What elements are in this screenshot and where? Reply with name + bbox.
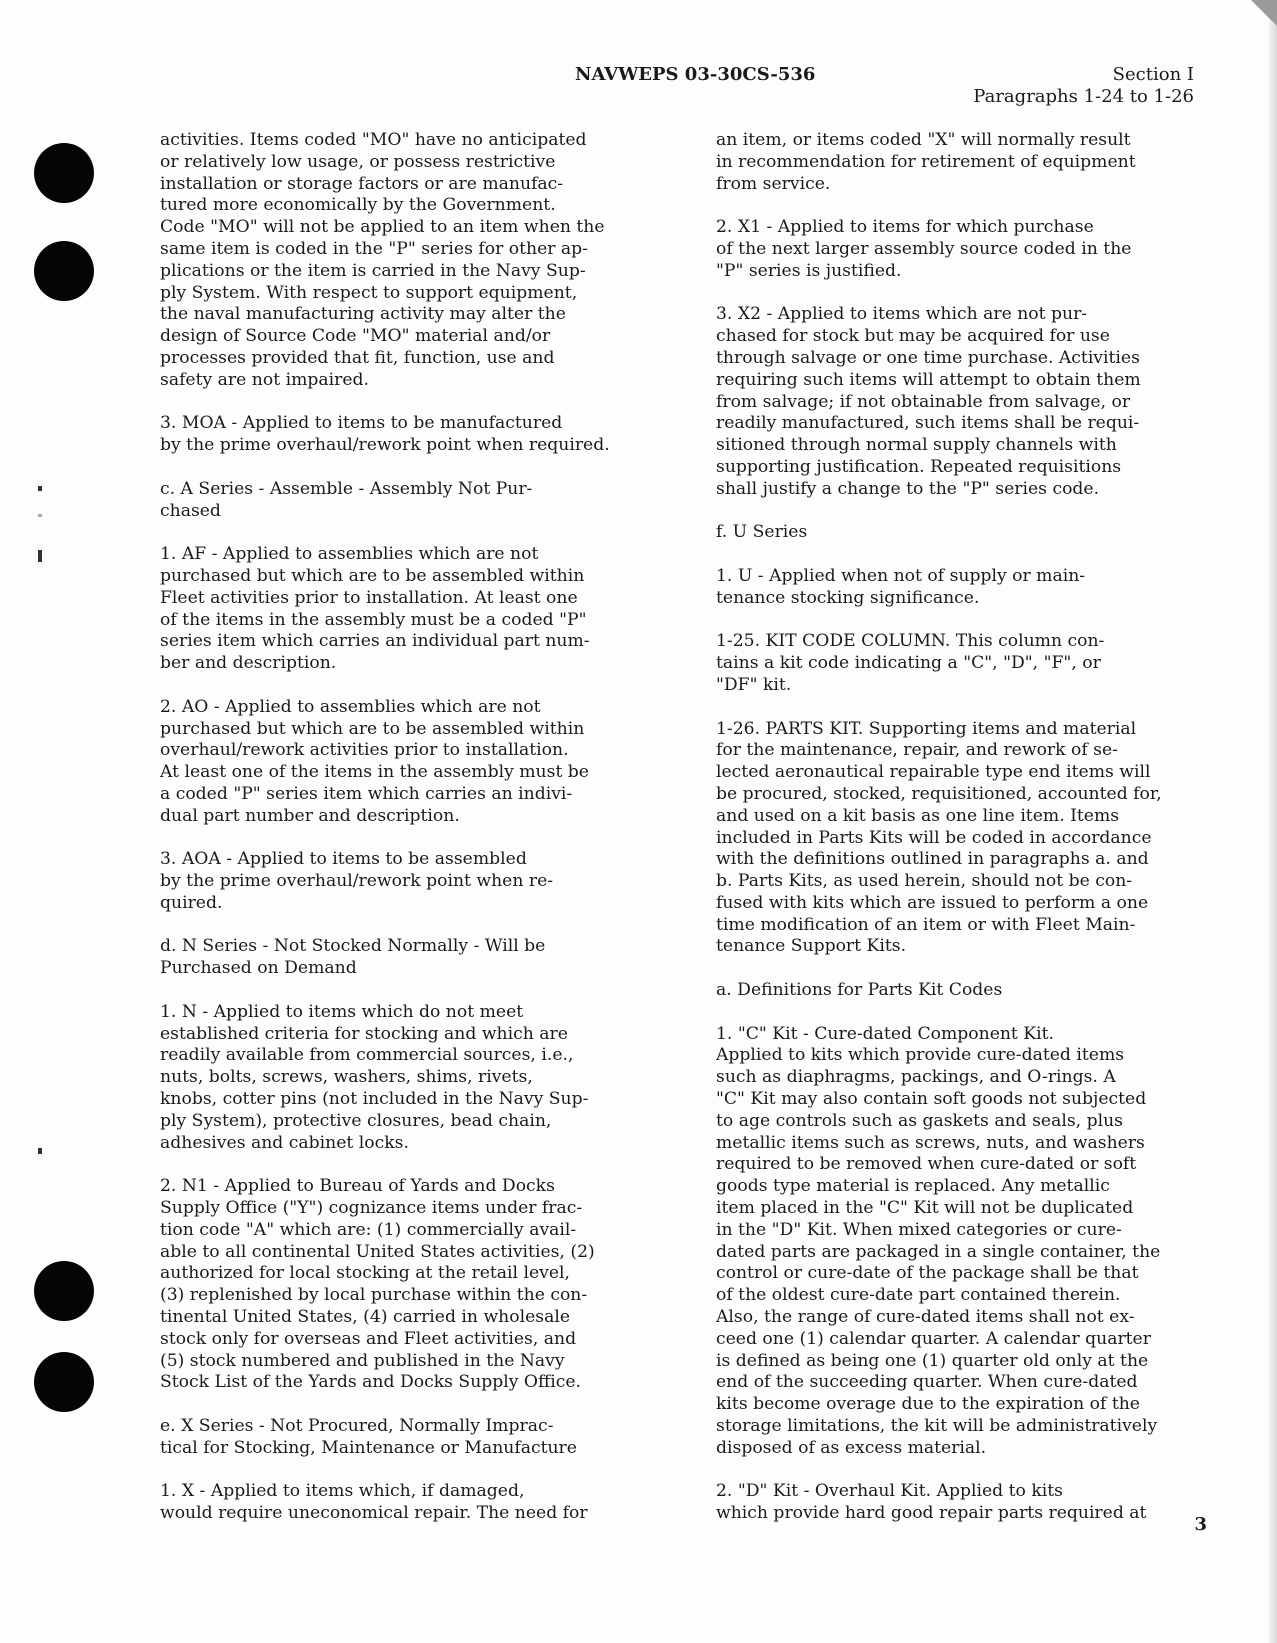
scan-mark bbox=[38, 1148, 42, 1154]
scan-mark bbox=[38, 514, 42, 517]
binder-hole bbox=[34, 1261, 94, 1321]
scan-mark bbox=[38, 550, 42, 562]
paragraph: 3. MOA - Applied to items to be manufactured by the prime overhaul/rework point when required. bbox=[160, 413, 610, 456]
paragraph: 1. U - Applied when not of supply or main- tenance stocking significance. bbox=[716, 565, 1086, 608]
paragraph: 1. X - Applied to items which, if damaged, would require uneconomical repair. The need for bbox=[160, 1481, 588, 1524]
page-edge bbox=[1269, 0, 1277, 1643]
binder-hole bbox=[34, 241, 94, 301]
paragraph: 1-25. KIT CODE COLUMN. This column con- tains a kit code indicating a "C", "D", "F", or "DF" kit. bbox=[716, 631, 1105, 695]
left-column bbox=[160, 130, 652, 1525]
paragraph: 1. N - Applied to items which do not meet established criteria for stocking and which are readily available from commercial sources, i.e., nuts, bolts, screws, washers, shims, rivets, knobs, cotter pins (not included in the Navy Sup- ply System), protective closures, bead chain, adhesives and cabinet locks. bbox=[160, 1001, 589, 1153]
paragraph: 2. "D" Kit - Overhaul Kit. Applied to kits which provide hard good repair parts required at bbox=[716, 1481, 1147, 1524]
paragraph: e. X Series - Not Procured, Normally Imprac- tical for Stocking, Maintenance or Manufacture bbox=[160, 1416, 577, 1458]
paragraph: 2. AO - Applied to assemblies which are not purchased but which are to be assembled within overhaul/rework activities prior to installation. At least one of the items in the assembly must be a coded "P" series item which carries an indivi- dual part number and description. bbox=[160, 696, 589, 826]
binder-hole bbox=[34, 1352, 94, 1412]
paragraph: activities. Items coded "MO" have no anticipated or relatively low usage, or possess restrictive installation or storage factors or are manufac- tured more economically by the Government. Code "MO" will not be applied to an item when the same item is coded in the "P" series for other ap- plications or the item is carried in the Navy Sup- ply System. With respect to support equipment, the naval manufacturing activity may alter the design of Source Code "MO" material and/or processes provided that fit, function, use and safety are not impaired. bbox=[160, 130, 605, 390]
paragraph: 1. "C" Kit - Cure-dated Component Kit. Applied to kits which provide cure-dated items such as diaphragms, packings, and O-rings. A "C" Kit may also contain soft goods not subjected to age controls such as gaskets and seals, plus metallic items such as screws, nuts, and washers required to be removed when cure-dated or soft goods type material is replaced. Any metallic item placed in the "C" Kit will not be duplicated in the "D" Kit. When mixed categories or cure- dated parts are packaged in a single container, the control or cure-date of the package shall be that of the oldest cure-date part contained therein. Also, the range of cure-dated items shall not ex- ceed one (1) calendar quarter. A calendar quarter is defined as being one (1) quarter old only at the end of the succeeding quarter. When cure-dated kits become overage due to the expiration of the storage limitations, the kit will be administratively disposed of as excess material. bbox=[716, 1023, 1161, 1458]
paragraph: d. N Series - Not Stocked Normally - Will be Purchased on Demand bbox=[160, 936, 546, 979]
paragraph: 3. X2 - Applied to items which are not pur- chased for stock but may be acquired for use through salvage or one time purchase. Activities requiring such items will attempt to obtain them from salvage; if not obtainable from salvage, or readily manufactured, such items shall be requi- sitioned through normal supply channels with supporting justification. Repeated requisitions shall justify a change to the "P" series code. bbox=[716, 304, 1141, 499]
paragraph: 1-26. PARTS KIT. Supporting items and material for the maintenance, repair, and rework of se- lected aeronautical repairable type end items will be procured, stocked, requisitioned, accounted for, and used on a kit basis as one line item. Items included in Parts Kits will be coded in accordance with the definitions outlined in paragraphs a. and b. Parts Kits, as used herein, should not be con- fused with kits which are issued to perform a one time modification of an item or with Fleet Main- tenance Support Kits. bbox=[716, 718, 1162, 957]
paragraph-range: Paragraphs 1-24 to 1-26 bbox=[973, 86, 1194, 107]
section-reference bbox=[973, 64, 1194, 108]
paragraph: a. Definitions for Parts Kit Codes bbox=[716, 980, 1003, 1001]
paragraph: f. U Series bbox=[716, 522, 808, 543]
paragraph: 2. X1 - Applied to items for which purchase of the next larger assembly source coded in the "P" series is justified. bbox=[716, 217, 1132, 281]
paragraph: c. A Series - Assemble - Assembly Not Pur- chased bbox=[160, 478, 533, 521]
section-label: Section I bbox=[1112, 64, 1194, 85]
page-number: 3 bbox=[1194, 1514, 1207, 1535]
paragraph: 1. AF - Applied to assemblies which are not purchased but which are to be assembled within Fleet activities prior to installation. At least one of the items in the assembly must be a coded "P" series item which carries an individual part num- ber and description. bbox=[160, 544, 590, 674]
paragraph: 3. AOA - Applied to items to be assembled by the prime overhaul/rework point when re- quired. bbox=[160, 849, 554, 913]
page-corner bbox=[1251, 0, 1277, 26]
paragraph: an item, or items coded "X" will normally result in recommendation for retirement of equipment from service. bbox=[716, 130, 1136, 194]
document-number: NAVWEPS 03-30CS-536 bbox=[575, 64, 816, 85]
scan-mark bbox=[38, 486, 42, 491]
binder-hole bbox=[34, 143, 94, 203]
right-column bbox=[716, 130, 1213, 1525]
paragraph: 2. N1 - Applied to Bureau of Yards and Docks Supply Office ("Y") cognizance items under frac- tion code "A" which are: (1) commercially avail- able to all continental United States activities, (2) authorized for local stocking at the retail level, (3) replenished by local purchase within the con- tinental United States, (4) carried in wholesale stock only for overseas and Fleet activities, and (5) stock numbered and published in the Navy Stock List of the Yards and Docks Supply Office. bbox=[160, 1176, 595, 1393]
